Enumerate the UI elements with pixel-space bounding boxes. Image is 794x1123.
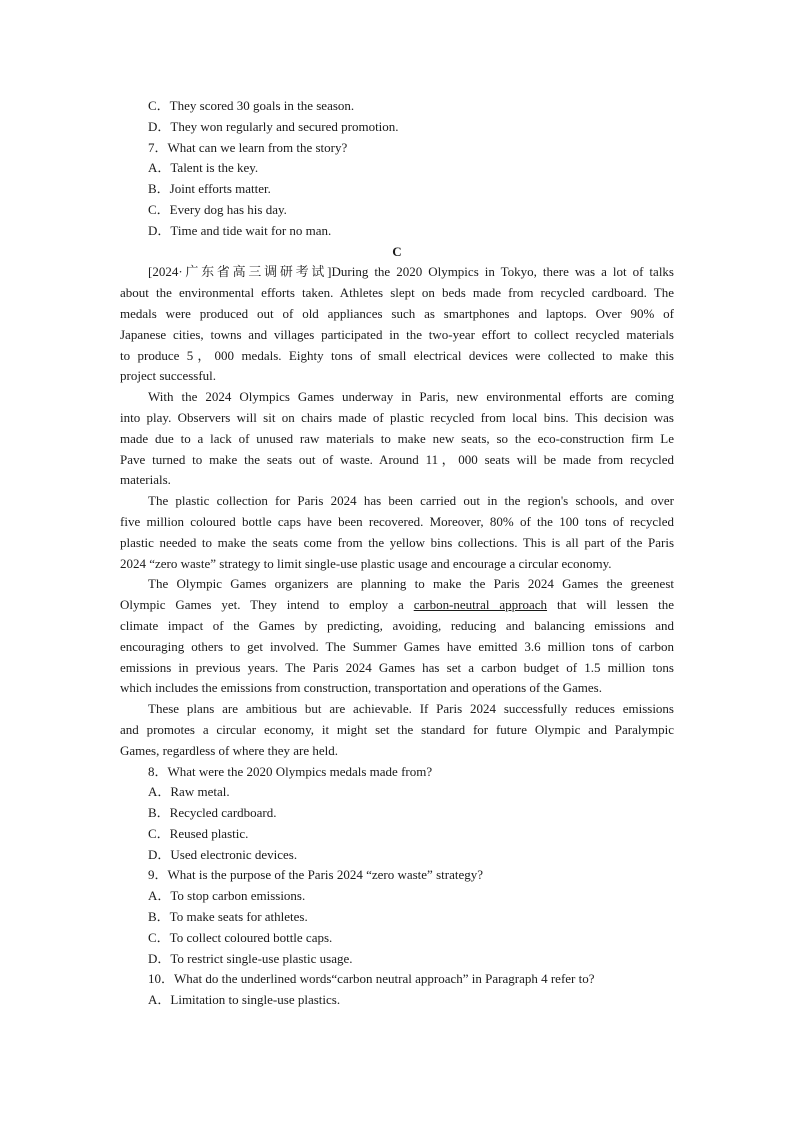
q6-option-c: C．They scored 30 goals in the season. xyxy=(148,98,355,113)
paragraph-line: The plastic collection for Paris 2024 has been carried out in the region's schools, and over xyxy=(148,493,674,509)
paragraph-line: 2024 “zero waste” strategy to limit single-use plastic usage and encourage a circular economy. xyxy=(120,555,612,571)
paragraph-line: Japanese cities, towns and villages participated in the two-year effort to collect recycled materials xyxy=(120,326,674,342)
text-segment: that will lessen the xyxy=(547,597,674,613)
paragraph-line: [2024·广东省高三调研考试]During the 2020 Olympics in Tokyo, there was a lot of talks xyxy=(148,264,674,280)
paragraph-line: five million coloured bottle caps have been recovered. Moreover, 80% of the 100 tons of recycled xyxy=(120,513,674,529)
paragraph-line: which includes the emissions from construction, transportation and operations of the Games. xyxy=(120,680,602,696)
paragraph-line-with-underline xyxy=(120,595,674,616)
paragraph-line: made due to a lack of unused raw materials to make new seats, so the eco-construction firm Le xyxy=(120,430,674,446)
q8-option-a: A．Raw metal. xyxy=(148,784,230,800)
q9-option-b: B．To make seats for athletes. xyxy=(148,909,308,925)
section-title: C xyxy=(392,243,402,259)
page-content xyxy=(120,96,674,1011)
paragraph-line: materials. xyxy=(120,472,171,488)
q7-option-a: A．Talent is the key. xyxy=(148,160,259,176)
q7-option-b: B．Joint efforts matter. xyxy=(148,181,271,197)
q9-option-c: C．To collect coloured bottle caps. xyxy=(148,929,333,945)
paragraph-line: project successful. xyxy=(120,368,217,384)
q9-option-d: D．To restrict single-use plastic usage. xyxy=(148,950,353,966)
q8-option-c: C．Reused plastic. xyxy=(148,825,249,841)
paragraph-5 xyxy=(120,699,674,761)
q10-option-a: A．Limitation to single-use plastics. xyxy=(148,992,341,1008)
paragraph-line: plastic needed to make the seats come from the yellow bins collections. This is all part of the Paris xyxy=(120,534,674,550)
paragraph-line: Games, regardless of where they are held. xyxy=(120,742,339,758)
paragraph-line: medals were produced out of old appliances such as smartphones and laptops. Over 90% of xyxy=(120,305,674,321)
paragraph-3 xyxy=(120,491,674,574)
paragraph-line: With the 2024 Olympics Games underway in Paris, new environmental efforts are coming xyxy=(148,389,674,405)
q8-option-b: B．Recycled cardboard. xyxy=(148,805,277,821)
text-segment: Olympic Games yet. They intend to employ a xyxy=(120,597,414,613)
q10-question: 10．What do the underlined words“carbon neutral approach” in Paragraph 4 refer to? xyxy=(148,971,595,987)
paragraph-line: The Olympic Games organizers are planning to make the Paris 2024 Games the greenest xyxy=(148,576,674,592)
paragraph-line: and promotes a circular economy, it might set the standard for future Olympic and Paralympic xyxy=(120,721,674,737)
paragraph-line: Pave turned to make the seats out of waste. Around 11，000 seats will be made from recycled xyxy=(120,451,674,467)
q8-question: 8．What were the 2020 Olympics medals made from? xyxy=(148,763,433,779)
q6-option-d: D．They won regularly and secured promotion. xyxy=(148,118,399,134)
q7-option-c: C．Every dog has his day. xyxy=(148,201,287,217)
q8-option-d: D．Used electronic devices. xyxy=(148,846,298,862)
paragraph-line: into play. Observers will sit on chairs made of plastic recycled from local bins. This decision was xyxy=(120,409,674,425)
paragraph-2 xyxy=(120,387,674,491)
paragraph-line: These plans are ambitious but are achievable. If Paris 2024 successfully reduces emissions xyxy=(148,701,674,717)
q9-question: 9．What is the purpose of the Paris 2024 “zero waste” strategy? xyxy=(148,867,484,883)
underlined-phrase: carbon-neutral approach xyxy=(413,597,548,613)
paragraph-line: emissions in previous years. The Paris 2024 Games has set a carbon budget of 1.5 million tons xyxy=(120,659,674,675)
q7-question: 7．What can we learn from the story? xyxy=(148,139,348,155)
q9-option-a: A．To stop carbon emissions. xyxy=(148,888,306,904)
paragraph-line: to produce 5，000 medals. Eighty tons of small electrical devices were collected to make this xyxy=(120,347,674,363)
paragraph-line: about the environmental efforts taken. Athletes slept on beds made from recycled cardboard. The xyxy=(120,285,674,301)
paragraph-line: encouraging others to get involved. The Summer Games have emitted 3.6 million tons of carbon xyxy=(120,638,674,654)
paragraph-line: climate impact of the Games by predicting, avoiding, reducing and balancing emissions and xyxy=(120,617,674,633)
paragraph-4 xyxy=(120,574,674,699)
paragraph-1 xyxy=(120,262,674,387)
q7-option-d: D．Time and tide wait for no man. xyxy=(148,222,332,238)
